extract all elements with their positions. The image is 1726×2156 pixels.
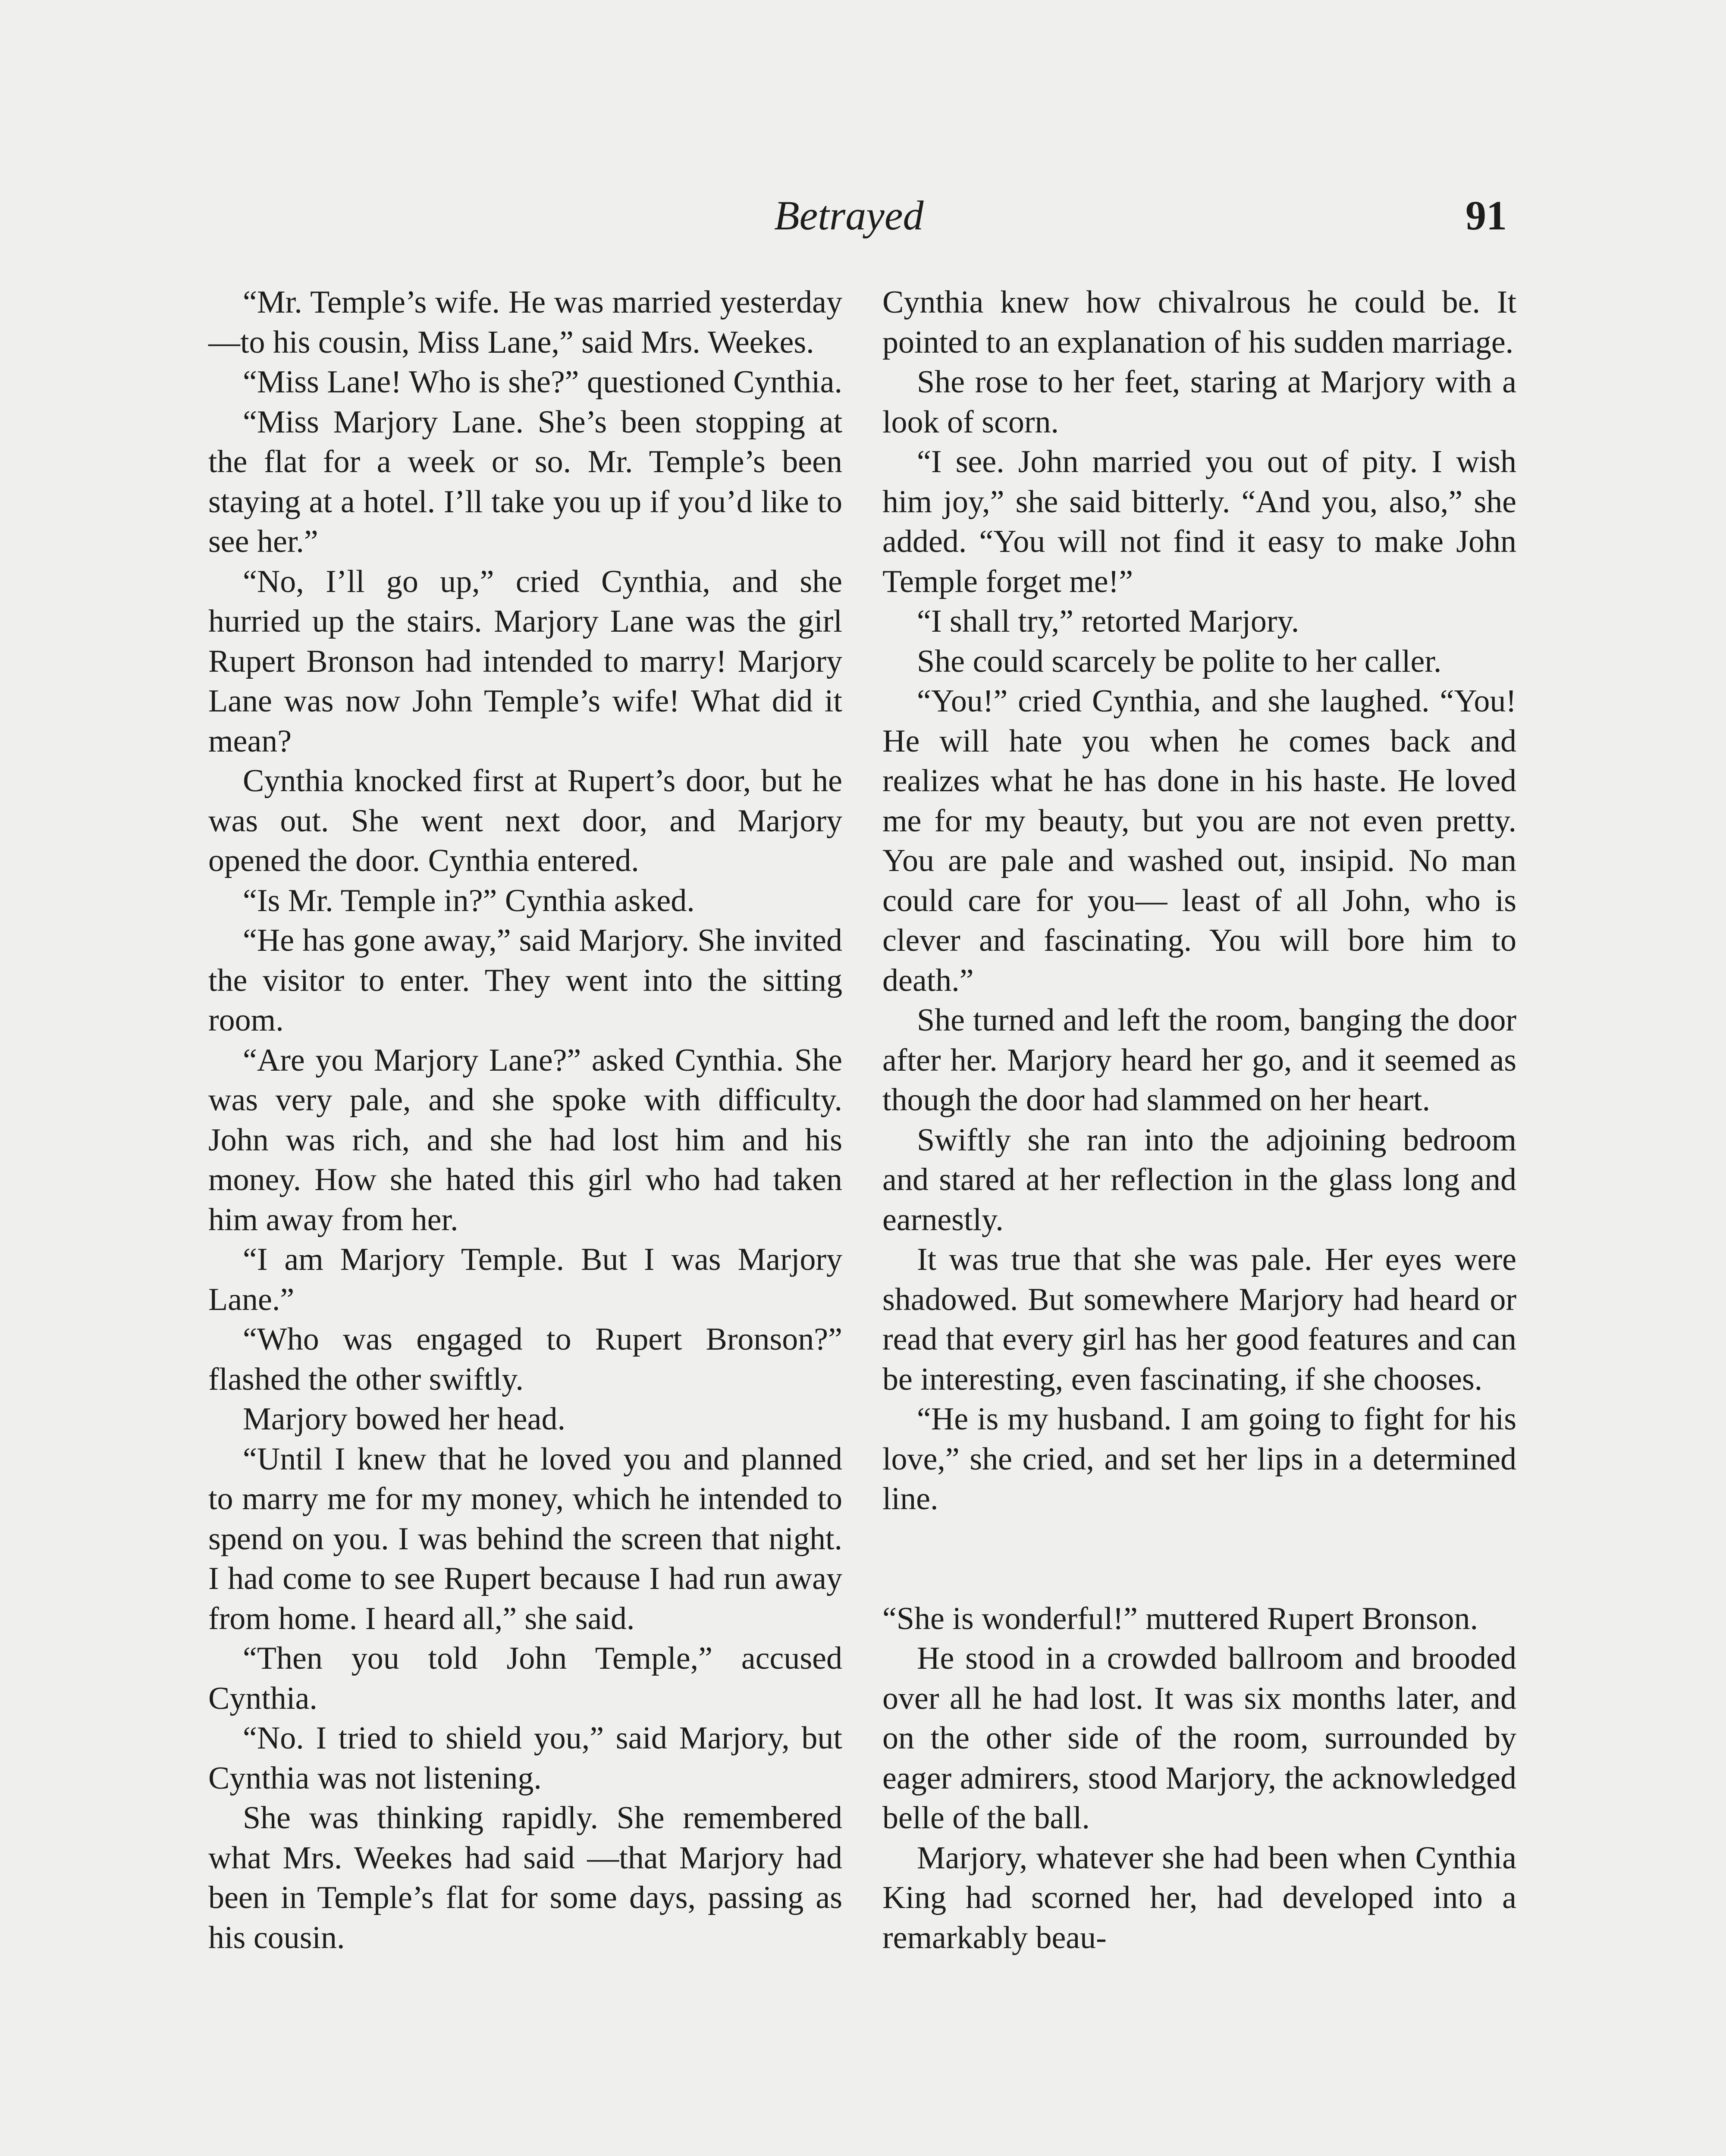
paragraph: “Miss Lane! Who is she?” questioned Cynthia. [243, 364, 842, 400]
paragraph: “Is Mr. Temple in?” Cynthia asked. [243, 883, 695, 918]
paragraph: “He has gone away,” said Marjory. She invited the visitor to enter. They went into the sitting room. [208, 923, 842, 1038]
paragraph: Swiftly she ran into the adjoining bedroom and stared at her reflection in the glass long and earnestly. [882, 1122, 1516, 1238]
paragraph: “Are you Marjory Lane?” asked Cynthia. She was very pale, and she spoke with difficulty. John was rich, and she had lost him and his money. How she hated this girl who had taken him away from her. [208, 1042, 842, 1238]
paragraph: She was thinking rapidly. She remembered what Mrs. Weekes had said —that Marjory had been in Temple’s flat for some days, passing as his cousin. [208, 1800, 842, 1955]
paragraph: “No, I’ll go up,” cried Cynthia, and she hurried up the stairs. Marjory Lane was the girl Rupert Bronson had intended to marry! Marjory Lane was now John Temple’s wife! What did it mean? [208, 564, 842, 759]
paragraph: “He is my husband. I am going to fight for his love,” she cried, and set her lips in a determined line. [882, 1401, 1516, 1517]
paragraph: She turned and left the room, banging the door after her. Marjory heard her go, and it seemed as though the door had slammed on her heart. [882, 1003, 1516, 1118]
left-column [208, 282, 842, 1958]
section-break [882, 1519, 1516, 1599]
paragraph: “You!” cried Cynthia, and she laughed. “You! He will hate you when he comes back and realizes what he has done in his haste. He loved me for my beauty, but you are not even pretty. You are pale and washed out, insipid. No man could care for you— least of all John, who is clever and fascinating. You will bore him to death.” [882, 683, 1516, 998]
paragraph: “She is wonderful!” muttered Rupert Bronson. [882, 1601, 1478, 1636]
running-title: Betrayed [774, 192, 924, 238]
paragraph: Marjory, whatever she had been when Cynthia King had scorned her, had developed into a remarkably beau- [882, 1840, 1516, 1955]
paragraph: “I see. John married you out of pity. I wish him joy,” she said bitterly. “And you, also,” she added. “You will not find it easy to make John Temple forget me!” [882, 444, 1516, 599]
paragraph: “Mr. Temple’s wife. He was married yesterday—to his cousin, Miss Lane,” said Mrs. Weekes. [208, 285, 842, 360]
paragraph: “Until I knew that he loved you and planned to marry me for my money, which he intended to spend on you. I was behind the screen that night. I had come to see Rupert because I had run away from home. I heard all,” she said. [208, 1441, 842, 1636]
paragraph: Cynthia knocked first at Rupert’s door, but he was out. She went next door, and Marjory opened the door. Cynthia entered. [208, 763, 842, 878]
paragraph: She rose to her feet, staring at Marjory with a look of scorn. [882, 364, 1516, 440]
continued-paragraph: Cynthia knew how chivalrous he could be. It pointed to an explanation of his sudden marriage. [882, 285, 1516, 360]
paragraph: She could scarcely be polite to her caller. [917, 643, 1442, 679]
paragraph: Marjory bowed her head. [243, 1401, 565, 1437]
paragraph: “No. I tried to shield you,” said Marjory, but Cynthia was not listening. [208, 1720, 842, 1796]
paragraph: It was true that she was pale. Her eyes were shadowed. But somewhere Marjory had heard or read that every girl has her good features and can be interesting, even fascinating, if she chooses. [882, 1242, 1516, 1397]
paragraph: “Who was engaged to Rupert Bronson?” flashed the other swiftly. [208, 1322, 842, 1397]
paragraph: “Miss Marjory Lane. She’s been stopping at the flat for a week or so. Mr. Temple’s been staying at a hotel. I’ll take you up if you’d like to see her.” [208, 404, 842, 559]
paragraph: “I shall try,” retorted Marjory. [917, 604, 1299, 639]
paragraph: “I am Marjory Temple. But I was Marjory Lane.” [208, 1242, 842, 1317]
paragraph: “Then you told John Temple,” accused Cynthia. [208, 1641, 842, 1716]
right-column [882, 282, 1516, 1958]
page-number: 91 [1466, 192, 1507, 238]
paragraph: He stood in a crowded ballroom and brooded over all he had lost. It was six months later, and on the other side of the room, surrounded by eager admirers, stood Marjory, the acknowledged belle of the ball. [882, 1641, 1516, 1836]
